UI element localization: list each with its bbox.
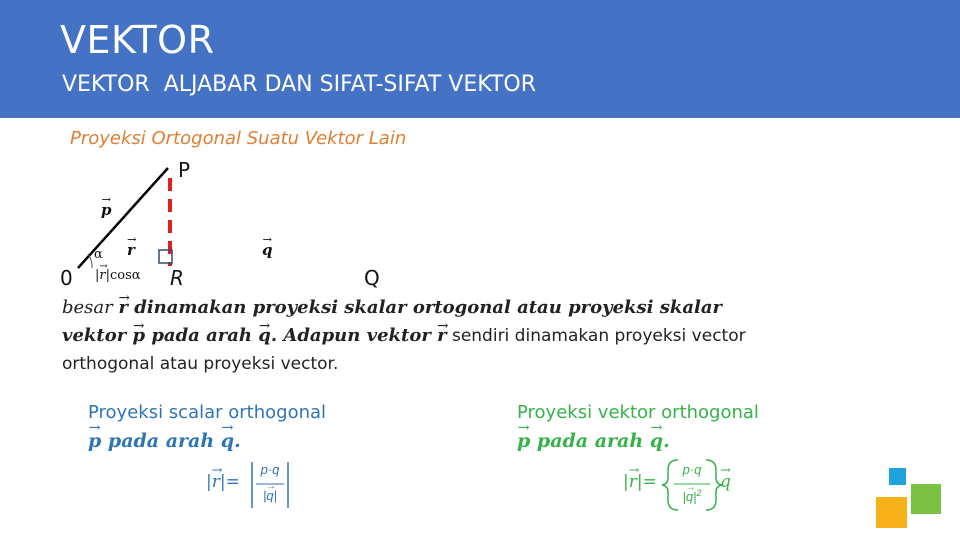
decor-square-blue: [889, 468, 906, 485]
definition-paragraph: besar → r dinamakan proyeksi skalar ortogonal atau proyeksi skalar vektor → p pada arah → q. Adapun vektor → r sendiri dinamakan proyeksi vector orthogonal atau proyeksi vector.: [62, 294, 872, 378]
vector-q-label: → q: [262, 241, 273, 259]
scalar-formula-denominator: |→ q|: [254, 488, 286, 503]
vector-projection-subtitle: → p pada arah → q.: [517, 430, 670, 452]
vector-formula-denominator: |→ $q|^2$: [672, 488, 712, 504]
vector-r-label: → r: [127, 241, 135, 259]
point-r-label: R: [170, 266, 184, 290]
projection-length-label: |→ r|cosα: [95, 268, 141, 283]
scalar-formula-lhs: |→ r|=: [206, 472, 240, 492]
section-heading: Proyeksi Ortogonal Suatu Vektor Lain: [70, 128, 407, 149]
angle-alpha-label: α: [94, 247, 103, 262]
vector-p-label: → p: [101, 201, 112, 219]
slide-title: VEKTOR: [60, 18, 215, 62]
scalar-projection-subtitle: → p pada arah → q.: [88, 430, 241, 452]
decor-square-green: [911, 484, 941, 514]
point-p-label: P: [178, 158, 191, 182]
point-o-label: 0: [60, 266, 73, 290]
vector-formula-lhs: |→ r|=: [623, 472, 657, 492]
vector-formula-numerator: p·q: [682, 462, 702, 477]
scalar-formula-numerator: p·q: [260, 462, 280, 477]
scalar-projection-title: Proyeksi scalar orthogonal: [88, 402, 327, 423]
decor-square-orange: [876, 497, 907, 528]
vector-projection-title: Proyeksi vektor orthogonal: [517, 402, 759, 423]
vector-formula-tail: → q: [720, 472, 731, 492]
point-q-label: Q: [364, 266, 380, 290]
slide-subtitle: VEKTOR ALJABAR DAN SIFAT-SIFAT VEKTOR: [62, 72, 536, 97]
